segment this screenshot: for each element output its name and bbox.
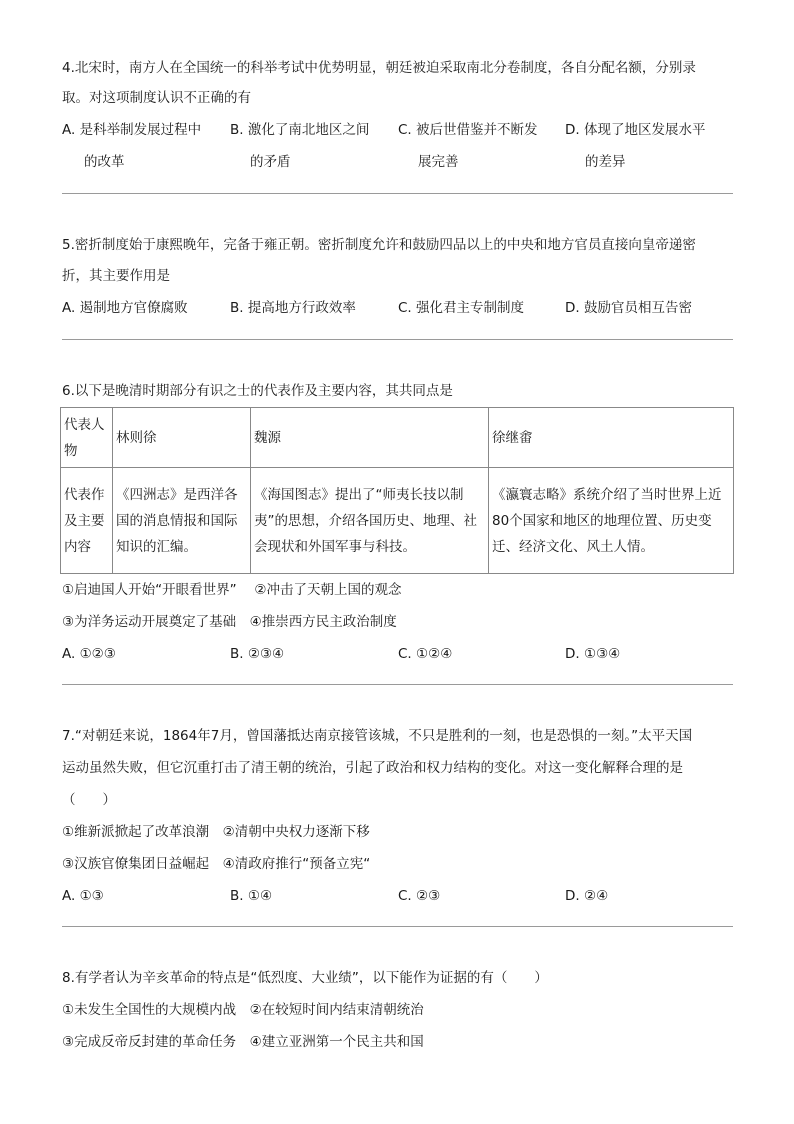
q8-item-line1: ①未发生全国性的大规模内战 ②在较短时间内结束清朝统治 xyxy=(62,1002,424,1018)
cell-yinghuanzhilue: 《瀛寰志略》系统介绍了当时世界上近80个国家和地区的地理位置、历史变迁、经济文化、风土人情。 xyxy=(492,486,722,555)
table-cell xyxy=(251,468,489,574)
table-cell xyxy=(61,468,113,574)
table-cell xyxy=(113,408,251,468)
q5-stem-line2: 折，其主要作用是 xyxy=(62,268,170,284)
cell-sizhouzhi: 《四洲志》是西洋各国的消息情报和国际知识的汇编。 xyxy=(116,486,238,555)
q5-option-c: C. 强化君主专制制度 xyxy=(398,300,525,316)
q4-stem-line1: 4.北宋时，南方人在全国统一的科举考试中优势明显，朝廷被迫采取南北分卷制度，各自分配名额，分别录 xyxy=(62,60,696,76)
q7-option-c: C. ②③ xyxy=(398,888,441,904)
q5-option-b: B. 提高地方行政效率 xyxy=(230,300,356,316)
q6-item-line1: ①启迪国人开始“开眼看世界” ②冲击了天朝上国的观念 xyxy=(62,582,402,598)
q6-item-line2: ③为洋务运动开展奠定了基础 ④推崇西方民主政治制度 xyxy=(62,614,397,630)
q5-stem-line1: 5.密折制度始于康熙晚年，完备于雍正朝。密折制度允许和鼓励四品以上的中央和地方官员直接向皇帝递密 xyxy=(62,237,696,253)
q7-stem-line2: 运动虽然失败，但它沉重打击了清王朝的统治，引起了政治和权力结构的变化。对这一变化解释合理的是 xyxy=(62,760,683,776)
cell-lin-zexu: 林则徐 xyxy=(116,429,157,446)
cell-xu-jiyu: 徐继畬 xyxy=(492,429,533,446)
cell-haiguotuzhi: 《海国图志》提出了“师夷长技以制夷”的思想，介绍各国历史、地理、社会现状和外国军事与科技。 xyxy=(254,486,477,555)
q6-option-d: D. ①③④ xyxy=(565,646,621,662)
q8-stem: 8.有学者认为辛亥革命的特点是“低烈度、大业绩”，以下能作为证据的有（ ） xyxy=(62,970,548,986)
table-row xyxy=(61,468,734,574)
cell-wei-yuan: 魏源 xyxy=(254,429,281,446)
q6-table xyxy=(60,407,734,574)
q7-option-a: A. ①③ xyxy=(62,888,104,904)
q7-option-b: B. ①④ xyxy=(230,888,273,904)
q7-option-d: D. ②④ xyxy=(565,888,609,904)
separator xyxy=(62,684,733,685)
q4-stem-line2: 取。对这项制度认识不正确的有 xyxy=(62,90,251,106)
table-cell xyxy=(489,468,734,574)
q7-item-line1: ①维新派掀起了改革浪潮 ②清朝中央权力逐渐下移 xyxy=(62,824,370,840)
q4-option-c-cont: 展完善 xyxy=(418,154,459,170)
q5-option-d: D. 鼓励官员相互告密 xyxy=(565,300,692,316)
separator xyxy=(62,193,733,194)
q4-option-a-cont: 的改革 xyxy=(84,154,125,170)
table-cell xyxy=(61,408,113,468)
q7-stem-line3: （ ） xyxy=(62,792,116,808)
q7-stem-line1: 7.“对朝廷来说，1864年7月，曾国藩抵达南京接管该城，不只是胜利的一刻，也是恐惧的一刻。”太平天国 xyxy=(62,728,693,744)
separator xyxy=(62,926,733,927)
q6-option-c: C. ①②④ xyxy=(398,646,453,662)
table-cell xyxy=(113,468,251,574)
separator xyxy=(62,339,733,340)
q5-option-a: A. 遏制地方官僚腐败 xyxy=(62,300,188,316)
cell-label-works: 代表作及主要内容 xyxy=(64,486,105,555)
table-header-row xyxy=(61,408,734,468)
table-cell xyxy=(251,408,489,468)
table-cell xyxy=(489,408,734,468)
q6-stem: 6.以下是晚清时期部分有识之士的代表作及主要内容，其共同点是 xyxy=(62,383,453,399)
q4-option-d: D. 体现了地区发展水平 xyxy=(565,122,706,138)
q7-item-line2: ③汉族官僚集团日益崛起 ④清政府推行“预备立宪“ xyxy=(62,856,371,872)
cell-label-person: 代表人物 xyxy=(64,416,105,459)
q4-option-a: A. 是科举制发展过程中 xyxy=(62,122,202,138)
q6-option-a: A. ①②③ xyxy=(62,646,116,662)
q4-option-c: C. 被后世借鉴并不断发 xyxy=(398,122,538,138)
q8-item-line2: ③完成反帝反封建的革命任务 ④建立亚洲第一个民主共和国 xyxy=(62,1034,424,1050)
q4-option-d-cont: 的差异 xyxy=(585,154,626,170)
q4-option-b-cont: 的矛盾 xyxy=(250,154,291,170)
q6-option-b: B. ②③④ xyxy=(230,646,285,662)
q4-option-b: B. 激化了南北地区之间 xyxy=(230,122,370,138)
